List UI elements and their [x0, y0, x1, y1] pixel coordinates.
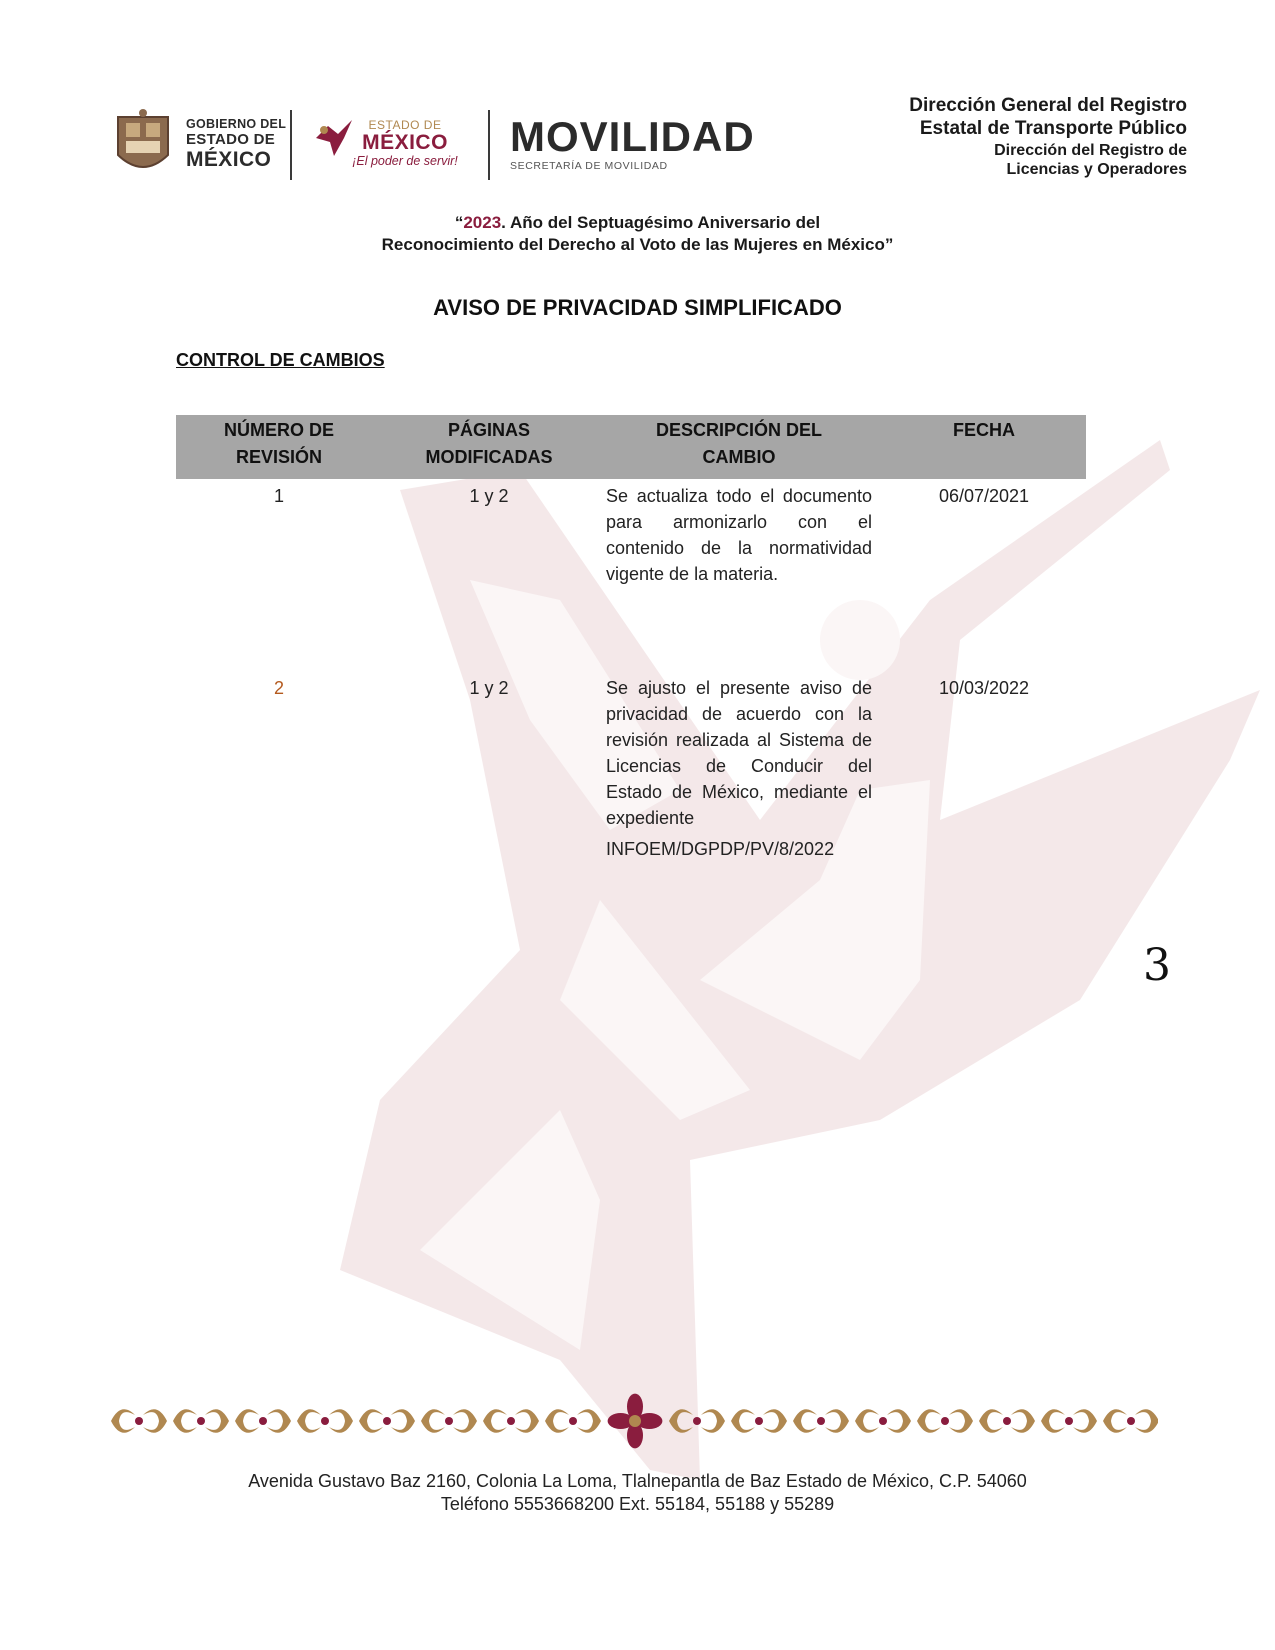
document-title: AVISO DE PRIVACIDAD SIMPLIFICADO [433, 295, 842, 320]
border-motif [545, 1409, 601, 1433]
border-motif [297, 1409, 353, 1433]
border-motif [1103, 1409, 1158, 1433]
movilidad-subtitle: SECRETARÍA DE MOVILIDAD [510, 160, 668, 172]
gob-logo-line2: ESTADO DE [186, 131, 276, 149]
section-title: CONTROL DE CAMBIOS [176, 350, 385, 370]
change-control-table [176, 415, 1086, 905]
cell-description [596, 483, 882, 675]
border-motif [483, 1409, 539, 1433]
header-revision [176, 415, 382, 479]
border-motif [235, 1409, 291, 1433]
header-pages [382, 415, 596, 479]
organization-header [909, 95, 1187, 179]
decorative-border-icon [108, 1393, 1158, 1449]
logo-divider [488, 110, 490, 180]
cell-date: 10/03/2022 [938, 678, 1030, 698]
description-text: Se ajusto el presente aviso de privacidad de acuerdo con la revisión realizada al Sistema de Licencias de Conducir del Estado de México, mediante el expediente [606, 678, 872, 829]
motto-open-quote: “ [454, 213, 464, 232]
header-date [882, 415, 1086, 479]
motto-line2: Reconocimiento del Derecho al Voto de las Mujeres en México” [381, 235, 894, 255]
header-pages-l2: MODIFICADAS [425, 447, 553, 467]
border-center-flower [608, 1394, 663, 1449]
cell-revision: 1 [273, 486, 284, 506]
header-revision-l1: NÚMERO DE [223, 420, 334, 440]
header-desc-l2: CAMBIO [702, 447, 776, 467]
org-line3: Dirección del Registro de [994, 141, 1187, 159]
edomex-logo-line1: ESTADO DE [368, 118, 442, 132]
org-line1: Dirección General del Registro [909, 95, 1187, 116]
description-expediente: INFOEM/DGPDP/PV/8/2022 [606, 838, 835, 859]
address-line: Avenida Gustavo Baz 2160, Colonia La Loma, Tlalnepantla de Baz Estado de México, C.P. 54060 [248, 1471, 1027, 1491]
edomex-logo-line2: MÉXICO [362, 131, 448, 154]
movilidad-title: MOVILIDAD [510, 113, 755, 160]
coat-of-arms-icon [112, 109, 174, 179]
border-motif [1041, 1409, 1097, 1433]
header-date-label: FECHA [953, 420, 1015, 440]
border-motif [793, 1409, 849, 1433]
cell-pages: 1 y 2 [469, 678, 509, 698]
table-header [176, 415, 1086, 479]
header-pages-l1: PÁGINAS [447, 420, 530, 440]
motto-year: 2023 [463, 213, 502, 232]
year-motto [0, 212, 1275, 256]
border-motif [359, 1409, 415, 1433]
border-motif [173, 1409, 229, 1433]
gobierno-edomex-logo [112, 108, 292, 180]
border-motif [917, 1409, 973, 1433]
footer-address [0, 1470, 1275, 1517]
movilidad-logo [510, 113, 755, 172]
logo-divider [290, 110, 292, 180]
border-motif [731, 1409, 787, 1433]
cell-pages: 1 y 2 [469, 486, 509, 506]
edomex-slogan: ¡El poder de servir! [352, 154, 458, 168]
header-revision-l2: REVISIÓN [235, 447, 323, 467]
motto-line1: . Año del Septuagésimo Aniversario del [501, 213, 821, 232]
border-motif [979, 1409, 1035, 1433]
border-motif [421, 1409, 477, 1433]
border-motif [669, 1409, 725, 1433]
org-line4: Licencias y Operadores [1006, 160, 1187, 178]
header-desc-l1: DESCRIPCIÓN DEL [655, 420, 823, 440]
border-motif [855, 1409, 911, 1433]
gob-logo-line1: GOBIERNO DEL [186, 116, 287, 131]
description-text: Se actualiza todo el documento para armonizarlo con el contenido de la normatividad vigente de la materia. [606, 486, 872, 585]
header-description [596, 415, 882, 479]
edomex-logo [312, 112, 472, 176]
cell-description [596, 675, 882, 905]
page-number: 3 [1143, 940, 1171, 991]
gob-logo-line3: MÉXICO [186, 148, 272, 172]
table-row [176, 675, 1086, 905]
phone-line: Teléfono 5553668200 Ext. 55184, 55188 y 55289 [440, 1494, 835, 1515]
border-motif [111, 1409, 167, 1433]
org-line2: Estatal de Transporte Público [919, 117, 1187, 139]
cell-date: 06/07/2021 [938, 486, 1030, 506]
cell-revision: 2 [273, 678, 284, 698]
table-row [176, 483, 1086, 675]
